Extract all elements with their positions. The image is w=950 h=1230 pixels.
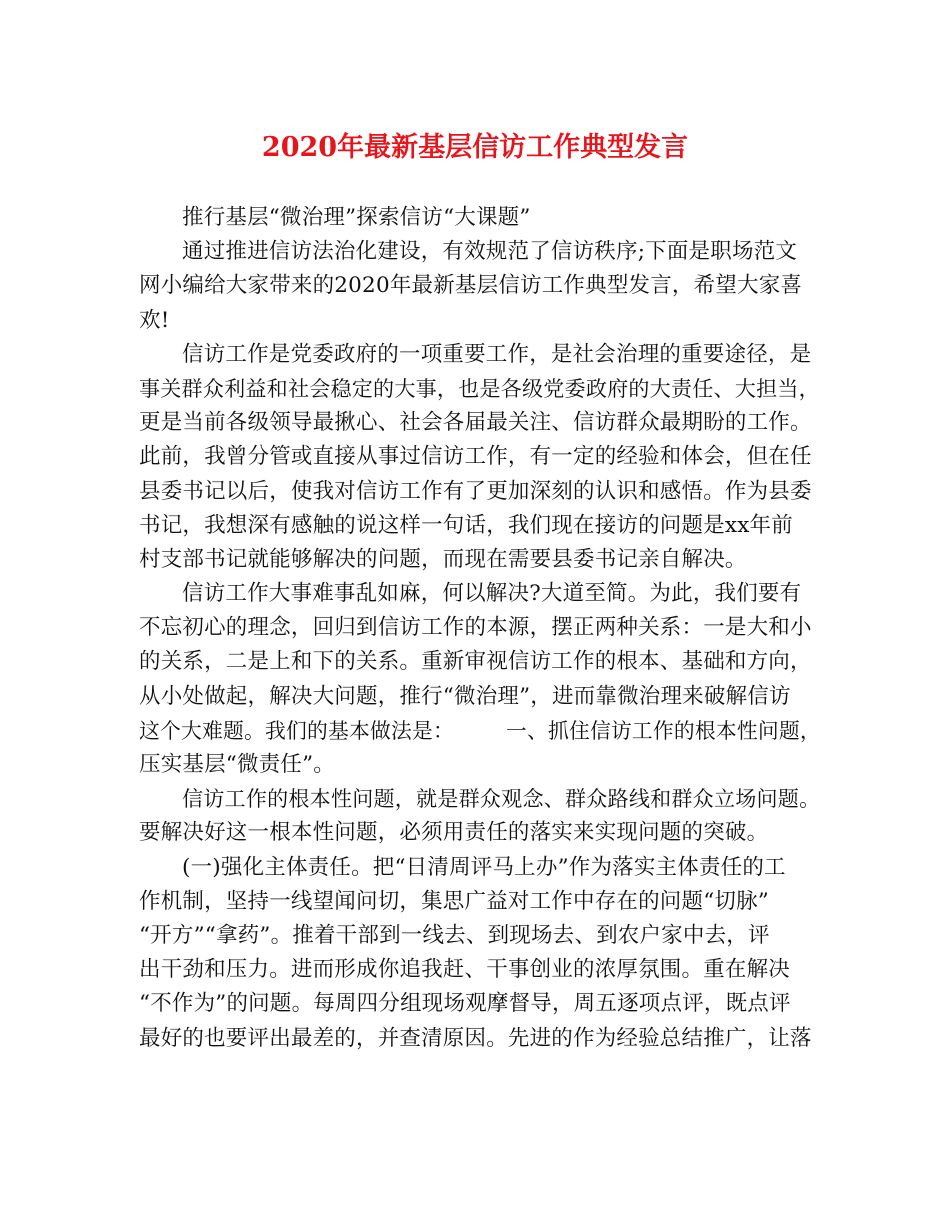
text-line-content: (一)强化主体责任。把“日清周评马上办”作为落实主体责任的工 [182,854,786,880]
text-line-content: 推行基层“微治理”探索信访“大课题” [182,205,531,230]
text-line [139,611,823,645]
document-body [139,201,823,1056]
text-line [139,748,823,782]
text-line-content: “不作为”的问题。每周四分组现场观摩督导，周五逐项点评，既点评 [139,991,791,1017]
text-line [139,509,823,543]
text-line-content: 书记，我想深有感触的说这样一句话，我们现在接访的问题是xx年前 [139,512,793,538]
text-line-content: “开方”“拿药”。推着干部到一线去、到现场去、到农户家中去，评 [139,922,770,948]
text-line [139,714,823,748]
text-line [139,475,823,509]
text-line [139,235,823,269]
text-line [139,577,823,611]
text-line-content: 信访工作大事难事乱如麻，何以解决?大道至简。为此，我们要有 [182,581,802,607]
text-line [139,680,823,714]
text-line [139,953,823,987]
text-line-content: 网小编给大家带来的2020年最新基层信访工作典型发言，希望大家喜 [139,273,803,299]
text-line-content: 压实基层“微责任”。 [139,752,335,777]
text-line-content: 不忘初心的理念，回归到信访工作的本源，摆正两种关系：一是大和小 [139,615,812,641]
text-line [139,782,823,816]
text-line-content: 信访工作是党委政府的一项重要工作，是社会治理的重要途径，是 [182,341,812,367]
text-line-content: 通过推进信访法治化建设，有效规范了信访秩序;下面是职场范文 [182,239,798,265]
text-line [139,543,823,577]
text-line-content: 要解决好这一根本性问题，必须用责任的落实来实现问题的突破。 [139,820,769,846]
text-line-content: 信访工作的根本性问题，就是群众观念、群众路线和群众立场问题。 [182,786,821,812]
text-line-content: 此前，我曾分管或直接从事过信访工作，有一定的经验和体会，但在任 [139,444,812,470]
text-line-content: 县委书记以后，使我对信访工作有了更加深刻的认识和感悟。作为县委 [139,478,812,504]
text-line-content: 这个大难题。我们的基本做法是： [139,718,454,743]
text-line [139,201,823,235]
text-line-content: 欢! [139,307,170,333]
text-line-content: 从小处做起，解决大问题，推行“微治理”，进而靠微治理来破解信访 [139,683,791,709]
text-line-content: 事关群众利益和社会稳定的大事，也是各级党委政府的大责任、大担当， [139,375,820,401]
text-line [139,269,823,303]
text-line [139,1022,823,1056]
text-line [139,645,823,679]
text-line [139,987,823,1021]
text-line-content: 更是当前各级领导最揪心、社会各届最关注、信访群众最期盼的工作。 [139,410,812,436]
text-line [139,885,823,919]
text-line-content: 的关系，二是上和下的关系。重新审视信访工作的根本、基础和方向， [139,649,812,675]
text-line [139,304,823,338]
text-line [139,338,823,372]
text-line [139,816,823,850]
text-line [139,372,823,406]
text-line-content: 村支部书记就能够解决的问题，而现在需要县委书记亲自解决。 [139,546,747,572]
text-line-content: 最好的也要评出最差的，并查清原因。先进的作为经验总结推广，让落 [139,1025,812,1051]
text-line-content: 出干劲和压力。进而形成你追我赶、干事创业的浓厚氛围。重在解决 [139,957,791,983]
text-line-tail: 一、抓住信访工作的根本性问题， [505,718,821,743]
text-line [139,851,823,885]
text-line-content: 作机制，坚持一线望闻问切，集思广益对工作中存在的问题“切脉” [139,888,769,914]
document-title: 2020年最新基层信访工作典型发言 [261,132,689,163]
text-line [139,406,823,440]
text-line [139,919,823,953]
text-line [139,440,823,474]
